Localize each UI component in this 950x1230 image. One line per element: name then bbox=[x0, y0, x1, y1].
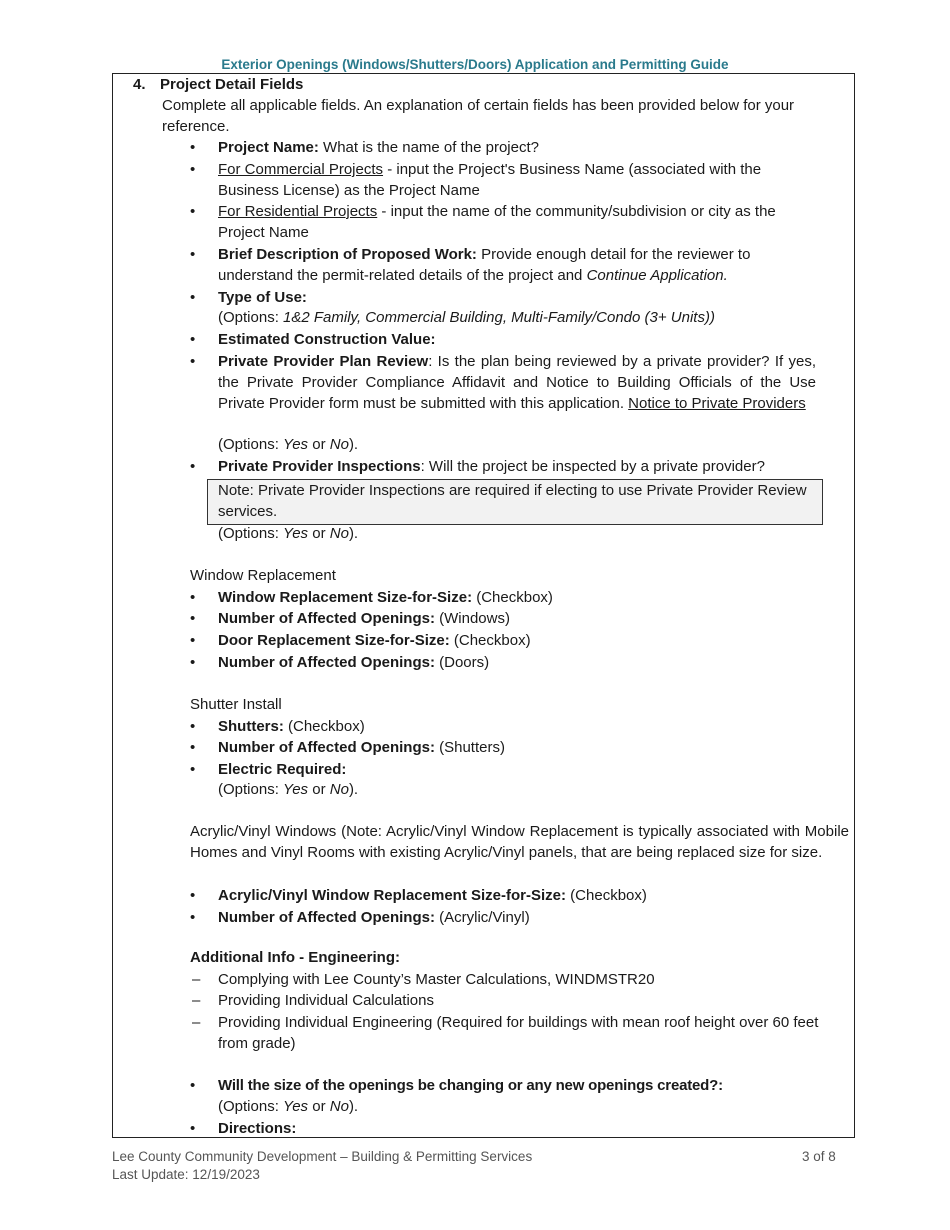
option-yes: Yes bbox=[283, 781, 309, 798]
options-suffix: ). bbox=[348, 781, 359, 798]
window-item-value: (Doors) bbox=[434, 654, 490, 671]
engineering-item: Complying with Lee County’s Master Calculations, WINDMSTR20 bbox=[218, 971, 655, 988]
residential-item bbox=[218, 201, 818, 243]
directions-label: Directions: bbox=[218, 1120, 297, 1137]
window-replacement-heading: Window Replacement bbox=[190, 567, 336, 584]
option-or: or bbox=[308, 1098, 330, 1115]
description-label: Brief Description of Proposed Work: bbox=[218, 246, 477, 263]
ppi-item bbox=[218, 456, 765, 477]
acrylic-heading: Acrylic/Vinyl Windows (Note: Acrylic/Vinyl Window Replacement is typically associated with Mobile Homes and Vinyl Rooms with existing Acrylic/Vinyl panels, that are being replaced size for size. bbox=[190, 823, 849, 861]
section-number: 4. bbox=[133, 76, 146, 93]
engineering-heading: Additional Info - Engineering: bbox=[190, 949, 400, 966]
type-of-use-option-list: 1&2 Family, Commercial Building, Multi-Family/Condo (3+ Units)) bbox=[283, 309, 715, 326]
options-prefix: (Options: bbox=[218, 525, 284, 542]
bullet-icon: • bbox=[190, 654, 196, 671]
shutter-item-label: Electric Required: bbox=[218, 761, 347, 778]
bullet-icon: • bbox=[190, 203, 196, 220]
option-no: No bbox=[329, 525, 349, 542]
bullet-icon: • bbox=[190, 161, 196, 178]
description-text: Provide enough detail for the reviewer to understand the permit-related details of the project and bbox=[218, 246, 751, 284]
dash-icon: – bbox=[192, 992, 201, 1009]
window-item-label: Number of Affected Openings: bbox=[218, 654, 435, 671]
bullet-icon: • bbox=[190, 289, 196, 306]
bullet-icon: • bbox=[190, 458, 196, 475]
project-name-text: What is the name of the project? bbox=[318, 139, 539, 156]
ppi-label: Private Provider Inspections bbox=[218, 458, 421, 475]
ppr-text: : Is the plan being reviewed by a private provider? If yes, the Private Provider Compliance Affidavit and Notice to Building Officials of the Use Private Provider form must be submitted with this application. bbox=[218, 353, 816, 412]
bullet-icon: • bbox=[190, 718, 196, 735]
bullet-icon: • bbox=[190, 246, 196, 263]
ppi-note-box bbox=[207, 479, 823, 525]
electric-options bbox=[218, 779, 358, 800]
footer-org: Lee County Community Development – Building & Permitting Services bbox=[112, 1149, 533, 1164]
window-item-label: Door Replacement Size-for-Size: bbox=[218, 632, 450, 649]
residential-text: - input the name of the community/subdivision or city as the Project Name bbox=[218, 203, 776, 241]
bullet-icon: • bbox=[190, 1077, 196, 1094]
option-or: or bbox=[308, 525, 330, 542]
document-header-title: Exterior Openings (Windows/Shutters/Doors) Application and Permitting Guide bbox=[221, 57, 729, 72]
bullet-icon: • bbox=[190, 139, 196, 156]
shutter-install-heading: Shutter Install bbox=[190, 696, 282, 713]
footer-last-update: Last Update: 12/19/2023 bbox=[112, 1167, 260, 1182]
options-prefix: (Options: bbox=[218, 309, 284, 326]
commercial-projects-link[interactable]: For Commercial Projects bbox=[218, 161, 384, 178]
ppr-item bbox=[218, 351, 816, 414]
bullet-icon: • bbox=[190, 887, 196, 904]
window-item bbox=[218, 630, 531, 651]
shutter-item-value: (Checkbox) bbox=[283, 718, 365, 735]
engineering-item: Providing Individual Engineering (Required for buildings with mean roof height over 60 feet from grade) bbox=[218, 1014, 819, 1052]
ppr-options bbox=[218, 434, 358, 455]
options-prefix: (Options: bbox=[218, 436, 284, 453]
shutter-item-label: Shutters: bbox=[218, 718, 284, 735]
option-or: or bbox=[308, 436, 330, 453]
bullet-icon: • bbox=[190, 632, 196, 649]
acrylic-item-label: Acrylic/Vinyl Window Replacement Size-for-Size: bbox=[218, 887, 567, 904]
openings-changing-label: Will the size of the openings be changing or any new openings created?: bbox=[218, 1077, 723, 1094]
ppr-label: Private Provider Plan Review bbox=[218, 353, 429, 370]
shutter-item bbox=[218, 716, 365, 737]
window-item-value: (Checkbox) bbox=[472, 589, 553, 606]
option-yes: Yes bbox=[283, 525, 309, 542]
ppi-options bbox=[218, 523, 358, 544]
section-title: Project Detail Fields bbox=[160, 76, 304, 93]
bullet-icon: • bbox=[190, 1120, 196, 1137]
ppi-text: : Will the project be inspected by a private provider? bbox=[420, 458, 765, 475]
dash-icon: – bbox=[192, 971, 201, 988]
option-no: No bbox=[329, 1098, 349, 1115]
shutter-item bbox=[218, 759, 346, 780]
acrylic-item-value: (Checkbox) bbox=[566, 887, 647, 904]
window-item-value: (Checkbox) bbox=[449, 632, 531, 649]
options-prefix: (Options: bbox=[218, 1098, 284, 1115]
residential-projects-link[interactable]: For Residential Projects bbox=[218, 203, 378, 220]
engineering-item: Providing Individual Calculations bbox=[218, 992, 434, 1009]
bullet-icon: • bbox=[190, 610, 196, 627]
estimated-value-label: Estimated Construction Value: bbox=[218, 331, 436, 348]
section-intro: Complete all applicable fields. An explanation of certain fields has been provided below for your reference. bbox=[162, 97, 795, 135]
options-suffix: ). bbox=[348, 436, 359, 453]
option-or: or bbox=[308, 781, 330, 798]
dash-icon: – bbox=[192, 1014, 201, 1031]
bullet-icon: • bbox=[190, 739, 196, 756]
description-item bbox=[218, 244, 803, 286]
type-of-use-options bbox=[218, 307, 715, 328]
option-yes: Yes bbox=[283, 1098, 309, 1115]
acrylic-item-label: Number of Affected Openings: bbox=[218, 909, 435, 926]
window-item-label: Window Replacement Size-for-Size: bbox=[218, 589, 473, 606]
window-item bbox=[218, 608, 510, 629]
footer-page-number: 3 of 8 bbox=[802, 1149, 836, 1164]
window-item-value: (Windows) bbox=[434, 610, 510, 627]
bullet-icon: • bbox=[190, 909, 196, 926]
options-suffix: ). bbox=[348, 525, 359, 542]
options-prefix: (Options: bbox=[218, 781, 284, 798]
option-yes: Yes bbox=[283, 436, 309, 453]
continue-application-text: Continue Application. bbox=[586, 267, 728, 284]
ppi-note-text: Note: Private Provider Inspections are required if electing to use Private Provider Review services. bbox=[218, 482, 807, 520]
acrylic-item-value: (Acrylic/Vinyl) bbox=[434, 909, 530, 926]
type-of-use-label: Type of Use: bbox=[218, 289, 307, 306]
bullet-icon: • bbox=[190, 589, 196, 606]
project-name-label: Project Name: bbox=[218, 139, 319, 156]
options-suffix: ). bbox=[348, 1098, 359, 1115]
notice-to-private-providers-link[interactable]: Notice to Private Providers bbox=[628, 395, 806, 412]
project-name-item bbox=[218, 137, 539, 158]
shutter-item bbox=[218, 737, 505, 758]
shutter-item-label: Number of Affected Openings: bbox=[218, 739, 435, 756]
commercial-item bbox=[218, 159, 808, 201]
window-item bbox=[218, 652, 489, 673]
openings-options bbox=[218, 1096, 358, 1117]
bullet-icon: • bbox=[190, 331, 196, 348]
option-no: No bbox=[329, 781, 349, 798]
bullet-icon: • bbox=[190, 353, 196, 370]
window-item-label: Number of Affected Openings: bbox=[218, 610, 435, 627]
acrylic-item bbox=[218, 907, 530, 928]
window-item bbox=[218, 587, 553, 608]
bullet-icon: • bbox=[190, 761, 196, 778]
commercial-text: - input the Project's Business Name (associated with the Business License) as the Project Name bbox=[218, 161, 762, 199]
option-no: No bbox=[329, 436, 349, 453]
acrylic-item bbox=[218, 885, 647, 906]
shutter-item-value: (Shutters) bbox=[434, 739, 505, 756]
